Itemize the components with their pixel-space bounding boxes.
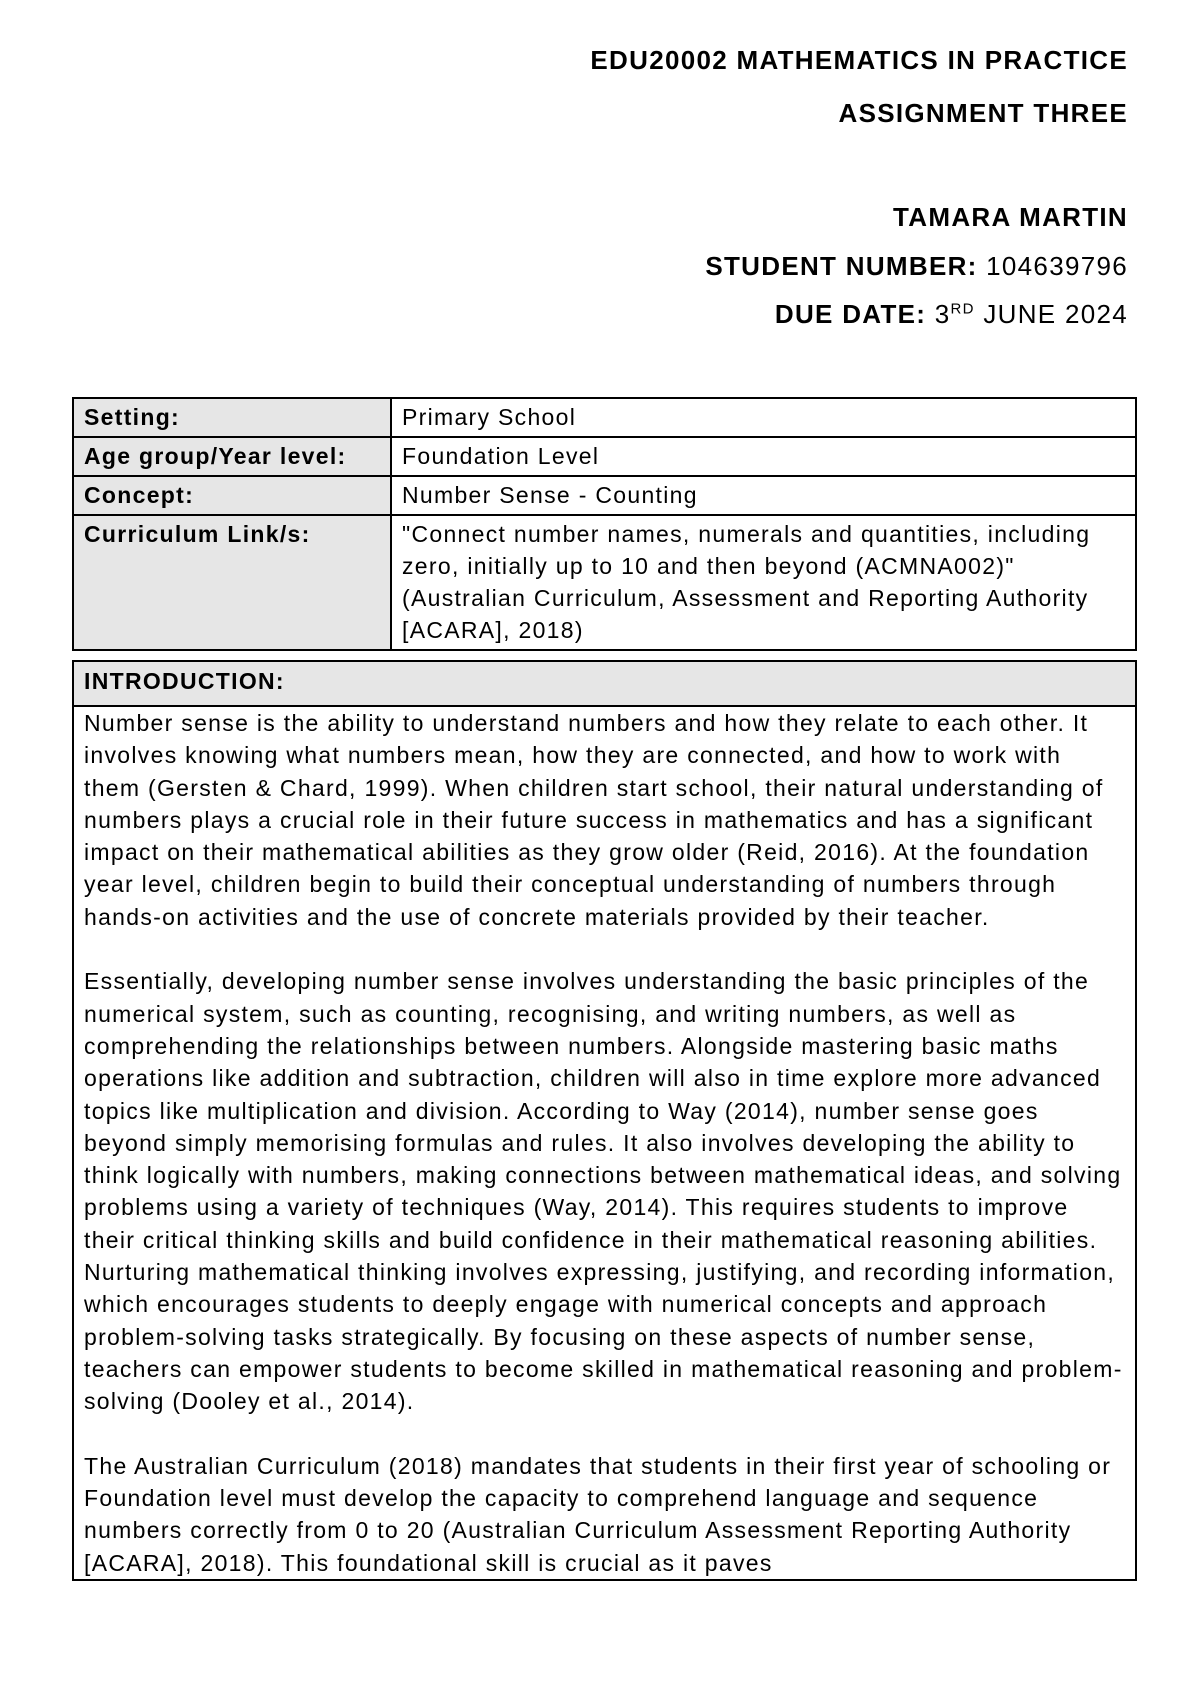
concept-label: Concept:	[73, 476, 391, 515]
student-number-value: 104639796	[986, 250, 1128, 281]
due-date-day: 3	[934, 299, 951, 330]
table-row	[73, 661, 1136, 706]
table-row	[73, 515, 1136, 650]
assignment-title: ASSIGNMENT THREE	[838, 97, 1128, 128]
due-date-line	[590, 300, 1128, 329]
curriculum-link-label: Curriculum Link/s:	[73, 515, 391, 650]
introduction-paragraph: Number sense is the ability to understand numbers and how they relate to each other. It involves knowing what numbers mean, how they are connected, and how to work with them (Gersten & Chard, 1999). When children start school, their natural understanding of numbers plays a crucial role in their future success in mathematics and has a significant impact on their mathematical abilities as they grow older (Reid, 2016). At the foundation year level, children begin to build their conceptual understanding of numbers through hands-on activities and the use of concrete materials provided by their teacher.	[84, 710, 1104, 930]
due-date-suffix: RD	[950, 300, 975, 318]
table-row	[73, 706, 1136, 1580]
student-number-label: STUDENT NUMBER:	[705, 250, 978, 281]
student-name: TAMARA MARTIN	[893, 202, 1128, 233]
curriculum-link-value: "Connect number names, numerals and quantities, including zero, initially up to 10 and then beyond (ACMNA002)" (Australian Curriculum, Assessment and Reporting Authority [ACARA], 2018)	[391, 515, 1136, 650]
student-number-line	[590, 252, 1128, 281]
setting-value: Primary School	[391, 398, 1136, 437]
concept-value: Number Sense - Counting	[391, 476, 1136, 515]
table-row	[73, 398, 1136, 437]
setting-label: Setting:	[73, 398, 391, 437]
introduction-body	[73, 706, 1136, 1580]
age-group-value: Foundation Level	[391, 437, 1136, 476]
age-group-label: Age group/Year level:	[73, 437, 391, 476]
introduction-table	[72, 660, 1137, 1581]
introduction-paragraph: The Australian Curriculum (2018) mandates that students in their first year of schooling or Foundation level must develop the capacity to comprehend language and sequence numbers correctly from 0 to 20 (Australian Curriculum Assessment Reporting Authority [ACARA], 2018). This foundational skill is crucial as it paves	[84, 1452, 1112, 1576]
due-date-label: DUE DATE:	[774, 299, 927, 330]
lesson-info-table	[72, 397, 1137, 651]
table-row	[73, 437, 1136, 476]
course-title: EDU20002 MATHEMATICS IN PRACTICE	[590, 45, 1128, 75]
introduction-heading: INTRODUCTION:	[73, 661, 1136, 706]
document-header	[590, 46, 1128, 329]
introduction-paragraph: Essentially, developing number sense involves understanding the basic principles of the numerical system, such as counting, recognising, and writing numbers, as well as comprehending the relationships between numbers. Alongside mastering basic maths operations like addition and subtraction, children will also in time explore more advanced topics like multiplication and division. According to Way (2014), number sense goes beyond simply memorising formulas and rules. It also involves developing the ability to think logically with numbers, making connections between mathematical ideas, and solving problems using a variety of techniques (Way, 2014). This requires students to improve their critical thinking skills and build confidence in their mathematical reasoning abilities. Nurturing mathematical thinking involves expressing, justifying, and recording information, which encourages students to deeply engage with numerical concepts and approach problem-solving tasks strategically. By focusing on these aspects of number sense, teachers can empower students to become skilled in mathematical reasoning and problem-solving (Dooley et al., 2014).	[84, 968, 1123, 1415]
table-row	[73, 476, 1136, 515]
due-date-rest: JUNE 2024	[983, 299, 1128, 330]
